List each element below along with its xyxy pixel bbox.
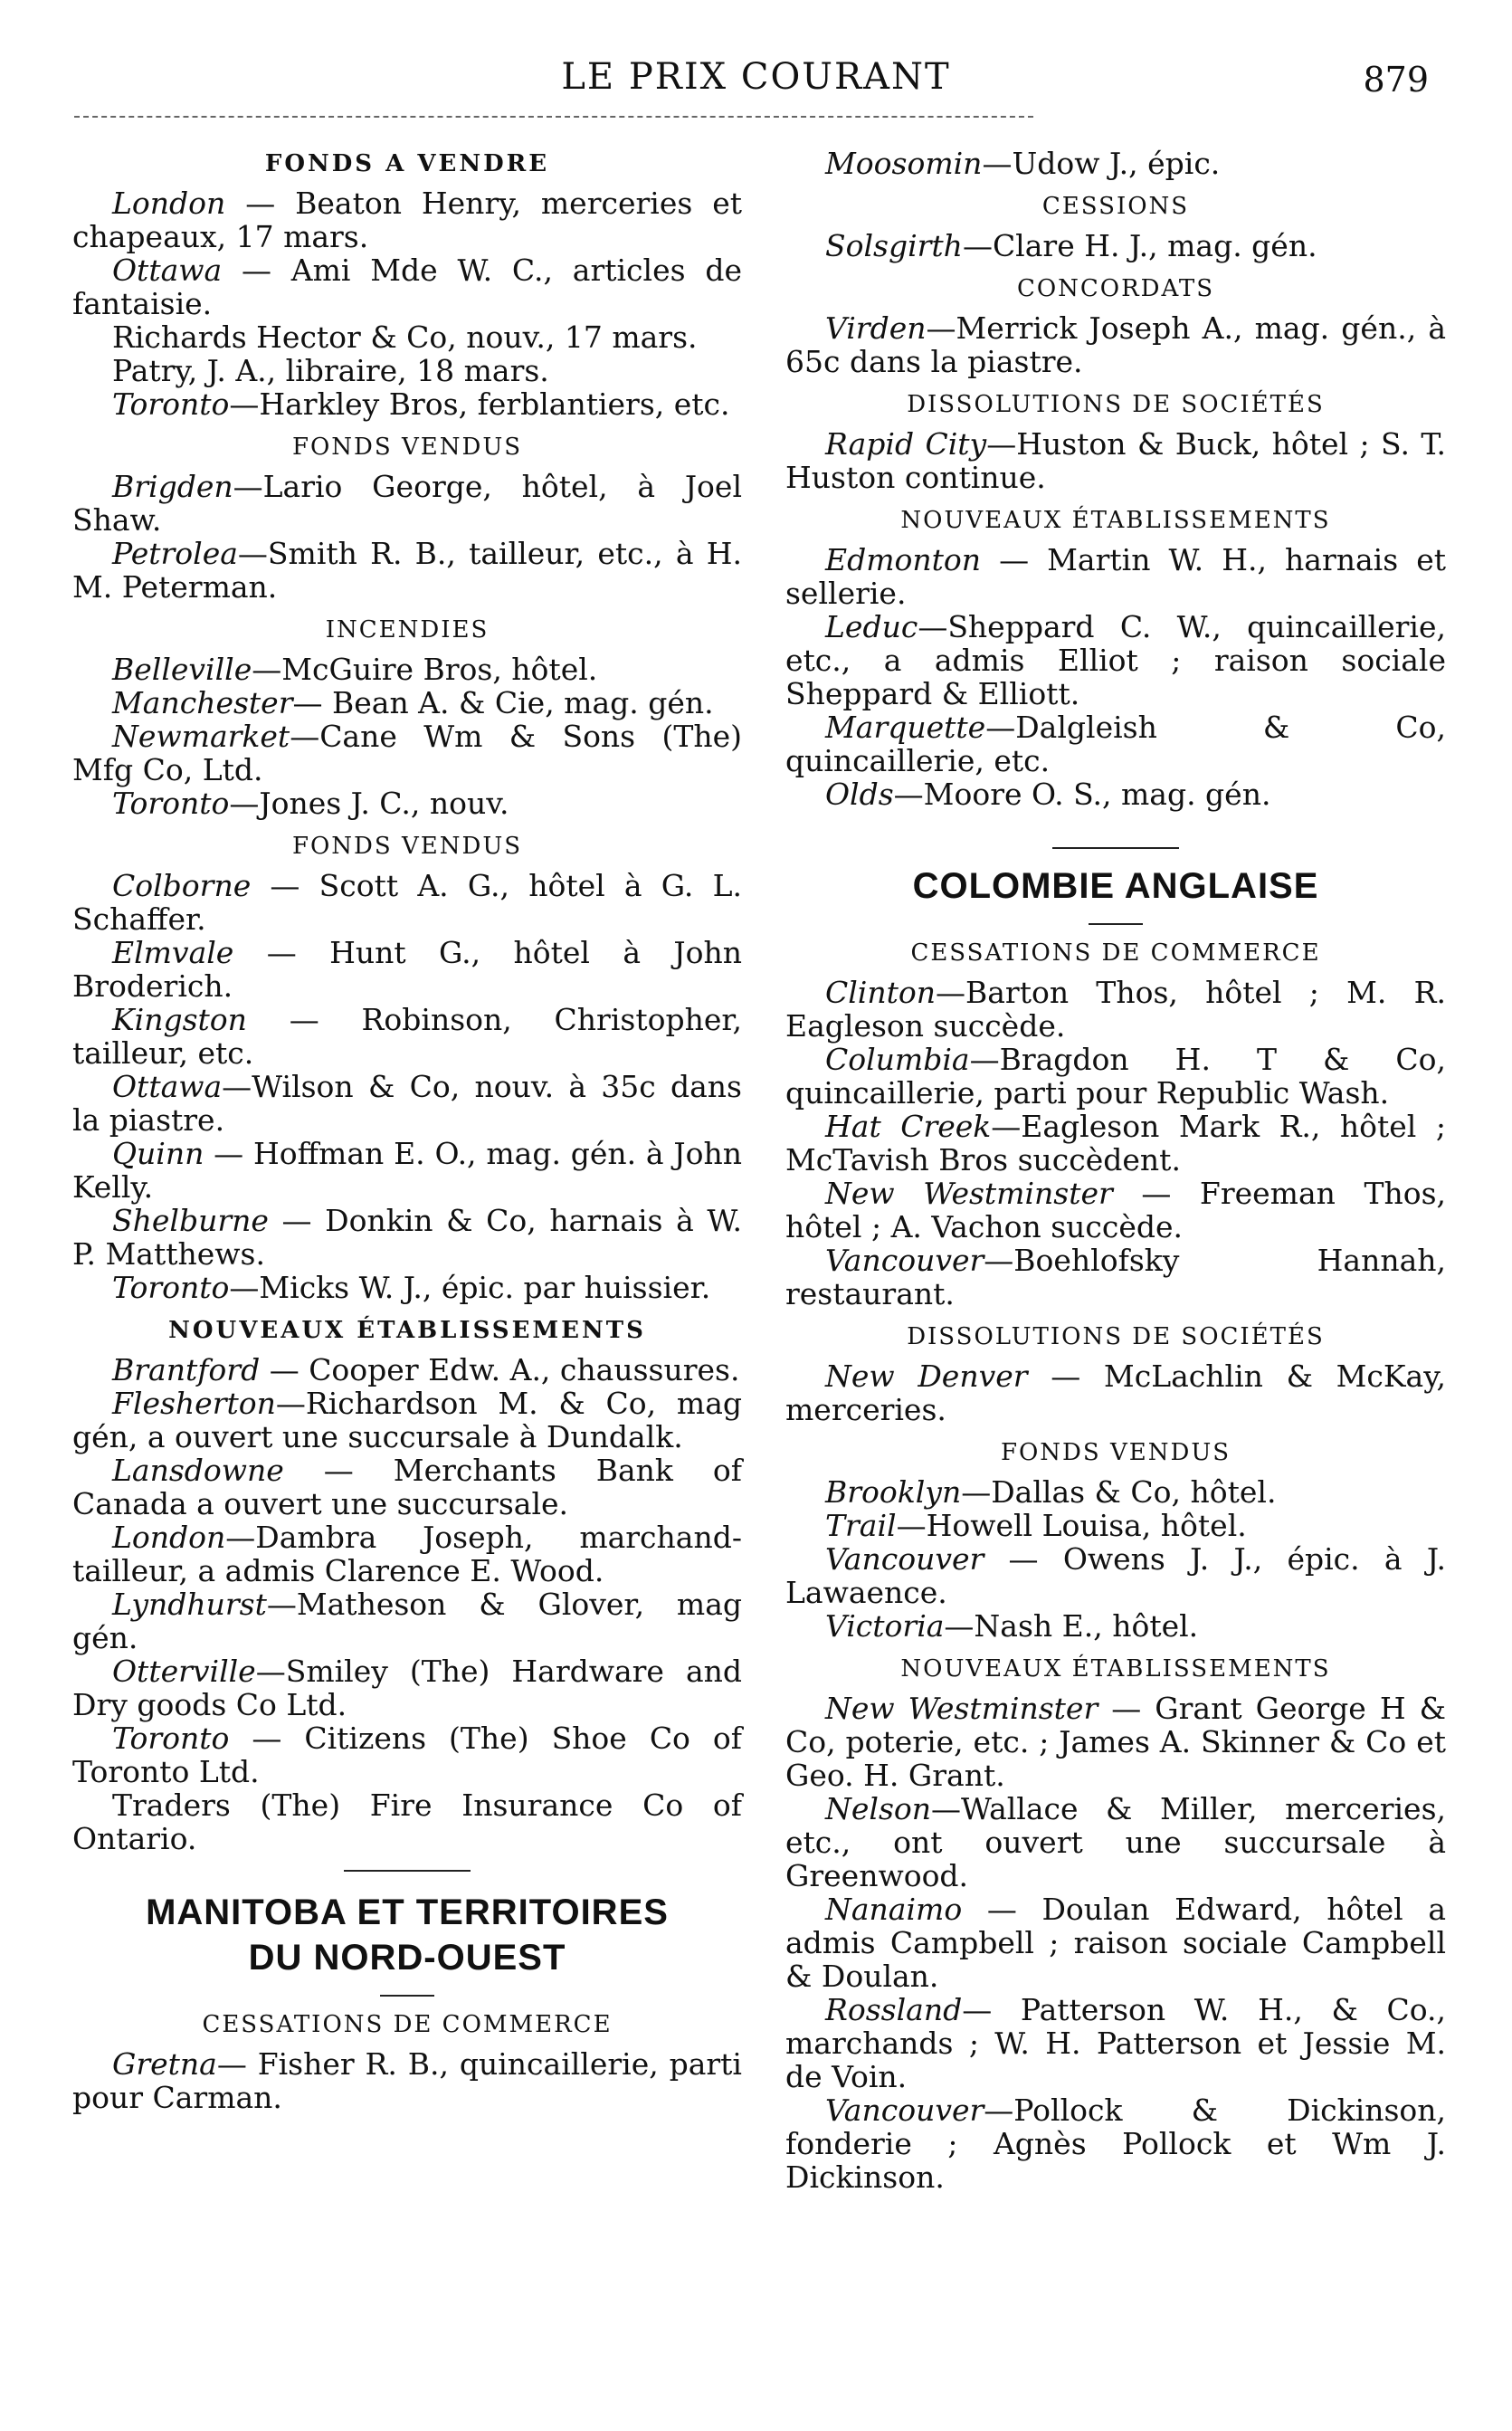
entry-text: Freeman Thos, hôtel ; A. Vachon succède. [785,1176,1446,1244]
entry-separator: — [268,1203,326,1238]
entry-place: Brooklyn [825,1474,962,1510]
entry-place: Nelson [825,1791,932,1826]
entry-text: Cooper Edw. A., chaussures. [309,1352,740,1387]
entry-place: Otterville [112,1654,256,1689]
entry-separator: — [216,2046,258,2082]
section-heading: CESSATIONS DE COMMERCE [202,2011,613,2038]
entry-place: Edmonton [825,542,982,577]
divider [380,1995,434,1997]
entry-text: Fisher R. B., quincaillerie, parti pour Carman. [72,2046,742,2115]
entry [72,354,742,387]
entry-text: Citizens (The) Shoe Co of Toronto Ltd. [72,1721,742,1789]
entry-separator: — [275,1386,306,1421]
entry-place: Rossland [825,1992,963,2027]
entry-text: Beaton Henry, merceries et chapeaux, 17 mars. [72,186,742,254]
entry-list [785,427,1446,494]
entry [785,543,1446,610]
entry [785,311,1446,378]
entry [72,253,742,320]
entry-text: McGuire Bros, hôtel. [281,652,598,687]
entry [785,1609,1446,1643]
divider [1052,847,1179,849]
right-column [785,138,1446,2194]
entry-text: Patterson W. H., & Co., marchands ; W. H. Patterson et Jessie M. de Voin. [785,1992,1446,2094]
entry-place: Lansdowne [112,1453,284,1488]
entry-separator: — [982,146,1013,181]
entry-place: Kingston [112,1002,247,1037]
entry-separator: — [251,868,319,903]
entry-text: Robinson, Christopher, tailleur, etc. [72,1002,742,1071]
entry-text: Huston & Buck, hôtel ; S. T. Huston continue. [785,426,1446,495]
entry-list [72,186,742,421]
entry [72,1454,742,1521]
entry [785,1043,1446,1110]
entry [72,1137,742,1204]
entry-list [72,1353,742,1855]
entry [72,1788,742,1855]
entry-separator: — [252,652,282,687]
entry [72,1271,742,1304]
section-heading: NOUVEAUX ÉTABLISSEMENTS [168,1317,646,1344]
entry-text: Clare H. J., mag. gén. [992,228,1317,263]
entry-separator: — [931,1791,962,1826]
entry-place: London [112,1520,226,1555]
entry-list [72,653,742,820]
entry-separator: — [1027,1358,1104,1394]
entry-list [785,1692,1446,2194]
entry-place: Rapid City [825,426,987,462]
entry [72,720,742,786]
entry [72,186,742,253]
entry-text: Merrick Joseph A., mag. gén., à 65c dans la piastre. [785,310,1446,379]
entry-place: Trail [825,1508,897,1543]
entry-separator: — [1098,1691,1155,1726]
entry-text: Wallace & Miller, merceries, etc., ont ouvert une succursale à Greenwood. [785,1791,1446,1893]
entry-separator: — [962,1892,1042,1927]
entry [785,976,1446,1043]
entry-list [785,976,1446,1311]
entry-place: Marquette [825,710,986,745]
entry-place: Colborne [112,868,252,903]
section-heading: FONDS VENDUS [1000,1439,1231,1466]
entry-text: Dallas & Co, hôtel. [991,1474,1277,1510]
entry-list [785,543,1446,811]
entry-text: Jones J. C., nouv. [259,786,509,821]
entry-text: Dalgleish & Co, quincaillerie, etc. [785,710,1446,778]
entry-separator: — [984,1243,1014,1278]
entry-place: Brantford [112,1352,261,1387]
entry-text: Martin W. H., harnais et sellerie. [785,542,1446,611]
entry-place: Leduc [825,609,918,644]
entry-place: New Denver [825,1358,1028,1394]
entry-place: Toronto [112,386,230,422]
entry [72,320,742,354]
entry-separator: — [260,1352,309,1387]
entry [785,147,1446,180]
entry-list [785,311,1446,378]
entry [785,1892,1446,1993]
entry-separator: — [984,1541,1063,1577]
entry-separator: — [283,1453,394,1488]
entry-separator: — [969,1042,1000,1077]
entry-separator: — [292,685,332,720]
entry-place: Victoria [825,1608,945,1644]
entry [72,653,742,686]
entry-separator: — [229,1721,305,1756]
entry [72,869,742,936]
entry-place: Virden [825,310,927,346]
entry-text: Merchants Bank of Canada a ouvert une succursale. [72,1453,742,1521]
section-heading: CESSIONS [1041,193,1190,220]
entry-text: Eagleson Mark R., hôtel ; McTavish Bros succèdent. [785,1109,1446,1177]
entry [785,777,1446,811]
entry-separator: — [918,609,948,644]
entry-place: Petrolea [112,536,238,571]
section-heading: FONDS A VENDRE [264,150,550,177]
entry-text: Owens J. J., épic. à J. Lawaence. [785,1541,1447,1610]
entry-text: Howell Louisa, hôtel. [926,1508,1247,1543]
entry-separator: — [222,253,291,288]
entry-place: Vancouver [825,2093,984,2128]
entry-place: London [112,186,226,221]
entry-list [72,470,742,604]
entry-place: Clinton [825,975,936,1010]
entry-separator: — [237,536,268,571]
entry-place: Belleville [112,652,252,687]
entry-text: Cane Wm & Sons (The) Mfg Co, Ltd. [72,719,742,787]
entry-separator: — [290,719,320,754]
entry-text: Wilson & Co, nouv. à 35c dans la piastre. [72,1069,742,1138]
entry-text: Sheppard C. W., quincaillerie, etc., a admis Elliot ; raison sociale Sheppard & Elliott. [785,609,1446,711]
entry-text: Smiley (The) Hardware and Dry goods Co Ltd. [72,1654,742,1722]
divider [1089,923,1143,925]
entry-text: Hunt G., hôtel à John Broderich. [72,935,742,1004]
entry [785,1110,1446,1177]
section-heading: FONDS VENDUS [291,434,523,461]
entry-text: Doulan Edward, hôtel a admis Campbell ; raison sociale Campbell & Doulan. [785,1892,1446,1994]
entry [785,710,1446,777]
entry [785,1177,1446,1244]
entry-place: Toronto [112,786,230,821]
entry-text: Micks W. J., épic. par huissier. [259,1270,711,1305]
section-heading: INCENDIES [325,616,490,644]
entry-text: Moore O. S., mag. gén. [923,777,1271,812]
entry-separator: — [229,1270,260,1305]
section-heading: NOUVEAUX ÉTABLISSEMENTS [900,507,1331,534]
entry-place: New Westminster [825,1691,1098,1726]
entry [72,786,742,820]
entry [72,1070,742,1137]
entry-text: Barton Thos, hôtel ; M. R. Eagleson succède. [785,975,1446,1044]
province-title: COLOMBIE ANGLAISE [912,866,1319,906]
entry-text: Donkin & Co, harnais à W. P. Matthews. [72,1203,742,1272]
entry-separator: — [222,1069,252,1104]
entry-place: Flesherton [112,1386,276,1421]
section-heading: DISSOLUTIONS DE SOCIÉTÉS [907,391,1325,418]
section-heading: CONCORDATS [1016,275,1215,302]
entry [785,2093,1446,2194]
entry-separator: — [1112,1176,1200,1211]
entry [72,2047,742,2114]
entry-text: Boehlofsky Hannah, restaurant. [785,1243,1446,1311]
entry-separator: — [204,1136,253,1171]
entry-text: Lario George, hôtel, à Joel Shaw. [72,469,742,538]
entry [72,537,742,604]
entry-text: Dambra Joseph, marchand-tailleur, a admis Clarence E. Wood. [72,1520,742,1588]
header-rule [74,116,1033,118]
entry [785,427,1446,494]
entry-text: Bean A. & Cie, mag. gén. [331,685,714,720]
entry-separator: — [233,469,263,504]
section-heading: CESSATIONS DE COMMERCE [910,939,1321,967]
entry-place: Newmarket [112,719,290,754]
entry [72,1003,742,1070]
entry-place: Quinn [112,1136,204,1171]
entry-place: Toronto [112,1270,230,1305]
entry-text: Smith R. B., tailleur, etc., à H. M. Peterman. [72,536,742,605]
entry-list [72,2047,742,2114]
left-column [72,138,742,2114]
entry-place: Brigden [112,469,233,504]
entry-place: Toronto [112,1721,230,1756]
entry-place: Solsgirth [825,228,963,263]
entry-separator: — [984,2093,1014,2128]
entry-place: Nanaimo [825,1892,963,1927]
entry-separator: — [266,1587,297,1622]
entry-place: Elmvale [112,935,234,970]
entry [72,470,742,537]
entry-separator: — [225,186,296,221]
entry-separator: — [961,1474,992,1510]
entry-text: Nash E., hôtel. [974,1608,1199,1644]
entry [72,387,742,421]
province-title: DU NORD-OUEST [248,1938,566,1978]
entry-list [785,1475,1446,1643]
entry-text: Traders (The) Fire Insurance Co of Ontario. [72,1788,742,1856]
divider [344,1870,471,1872]
entry [785,229,1446,262]
entry-list [785,1359,1446,1426]
entry-text: McLachlin & McKay, merceries. [785,1358,1446,1427]
entry-text: Bragdon H. T & Co, quincaillerie, parti pour Republic Wash. [785,1042,1446,1111]
page-number: 879 [1363,60,1429,100]
entry-separator: — [936,975,965,1010]
entry [785,1692,1446,1792]
entry-separator: — [255,1654,286,1689]
entry-text: Pollock & Dickinson, fonderie ; Agnès Pollock et Wm J. Dickinson. [785,2093,1446,2195]
entry [72,1353,742,1387]
entry-text: Patry, J. A., libraire, 18 mars. [112,353,549,388]
entry-list [785,147,1446,180]
entry-place: Vancouver [825,1243,984,1278]
entry [785,1509,1446,1542]
page-header [0,56,1512,110]
entry-separator: — [926,310,956,346]
entry [785,1244,1446,1311]
entry [72,1387,742,1454]
entry-text: Richardson M. & Co, mag gén, a ouvert une succursale à Dundalk. [72,1386,742,1454]
entry-place: Shelburne [112,1203,269,1238]
entry-separator: — [229,786,260,821]
entry-text: Udow J., épic. [1012,146,1221,181]
entry-place: Gretna [112,2046,217,2082]
entry-separator: — [986,426,1017,462]
entry-separator: — [985,710,1016,745]
section-heading: NOUVEAUX ÉTABLISSEMENTS [900,1655,1331,1683]
entry [72,686,742,720]
entry [785,1542,1446,1609]
province-title: MANITOBA ET TERRITOIRES [146,1892,669,1932]
section-heading: FONDS VENDUS [291,833,523,860]
entry [72,1587,742,1654]
entry-text: Harkley Bros, ferblantiers, etc. [259,386,730,422]
entry-text: Ami Mde W. C., articles de fantaisie. [72,253,743,321]
entry-separator: — [225,1520,256,1555]
entry-list [785,229,1446,262]
entry [72,1521,742,1587]
running-title: LE PRIX COURANT [561,56,951,98]
entry [72,1721,742,1788]
entry-separator: — [962,1992,1021,2027]
entry [72,1204,742,1271]
entry [785,1359,1446,1426]
entry-separator: — [991,1109,1022,1144]
entry-separator: — [893,777,924,812]
entry-place: Olds [825,777,894,812]
entry-place: Vancouver [825,1541,984,1577]
entry [72,936,742,1003]
entry [785,1993,1446,2093]
entry-separator: — [246,1002,362,1037]
entry-separator: — [944,1608,975,1644]
entry-separator: — [233,935,330,970]
entry-list [72,869,742,1304]
section-heading: DISSOLUTIONS DE SOCIÉTÉS [907,1323,1325,1350]
entry-text: Richards Hector & Co, nouv., 17 mars. [112,319,698,355]
entry [785,610,1446,710]
entry-place: Ottawa [112,1069,223,1104]
entry-place: Manchester [112,685,293,720]
entry-separator: — [896,1508,927,1543]
entry-place: Lyndhurst [112,1587,267,1622]
entry [72,1654,742,1721]
entry-place: Ottawa [112,253,223,288]
entry-text: Scott A. G., hôtel à G. L. Schaffer. [72,868,743,937]
entry-place: Columbia [825,1042,970,1077]
entry-text: Grant George H & Co, poterie, etc. ; James A. Skinner & Co et Geo. H. Grant. [785,1691,1447,1793]
entry-separator: — [981,542,1048,577]
entry [785,1475,1446,1509]
entry [785,1792,1446,1892]
entry-text: Matheson & Glover, mag gén. [72,1587,742,1655]
entry-separator: — [962,228,993,263]
entry-place: Hat Creek [825,1109,992,1144]
entry-separator: — [229,386,260,422]
entry-place: Moosomin [825,146,983,181]
entry-place: New Westminster [825,1176,1113,1211]
entry-text: Hoffman E. O., mag. gén. à John Kelly. [72,1136,742,1205]
